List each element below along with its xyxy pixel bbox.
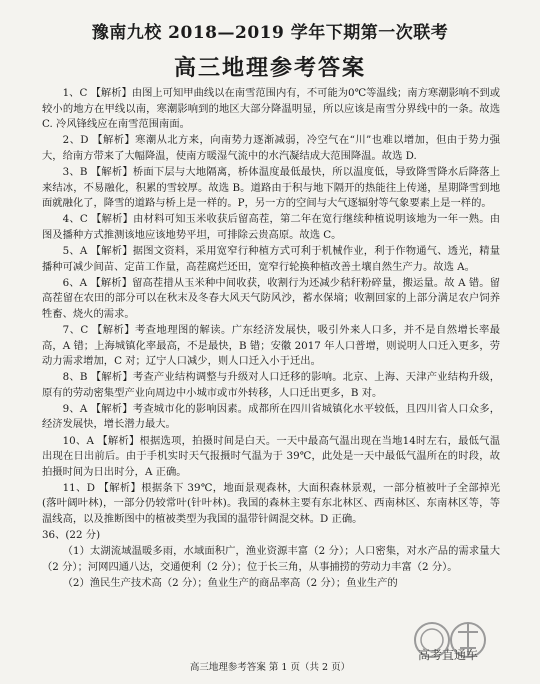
- answer-36-heading: 36、(22 分): [42, 529, 101, 542]
- answer-2: 2、D 【解析】寒潮从北方来，向南势力逐渐减弱，冷空气在“川”也难以增加，但由于势力强大，给南方带来了大幅降温，使南方暖湿气流中的水汽凝结成大范围降温。故选 D.: [42, 134, 500, 162]
- answer-body: [42, 86, 500, 592]
- watermark-text: 高考直通车: [418, 648, 479, 662]
- answer-10: 10、A 【解析】根据选项，拍摄时间是白天。一天中最高气温出现在当地14时左右，最低气温出现在日出前后。由于手机实时天气报摄时气温为于 39℃，此处是一天中最低气温所在的时段，故拍摄时间为日出时分，A 正确。: [42, 434, 500, 478]
- answer-11: 11、D 【解析】根据条下 39℃，地面景观森林，大面积森林景观，一部分植被叶子全部掉光(落叶阔叶林)，一部分仍较常叶(针叶林)。我国的森林主要有东北林区、西南林区、东南林区等，等温线高，以及推断图中的植被类型为我国的温带针阔混交林。D 正确。: [42, 481, 500, 526]
- answer-6: 6、A 【解析】留高茬措从玉米种中间收获，收割行为还减少秸秆粉碎量，搬运量。故 A 错。留高茬留在农田的部分可以在秋末及冬春大风天气防风沙，蓄水保墒；收割回家的上部分满足农户饲养牲畜、烧火的需求。: [42, 276, 500, 320]
- answer-5: 5、A 【解析】据图文资料，采用宽窄行种植方式可利于机械作业，利于作物通气、透光，精量播种可减少间苗、定苗工作量，高茬腐烂还田，宽窄行轮换种植改善土壤自然生产力。故选 A。: [42, 244, 500, 273]
- answer-1: 1、C 【解析】由图上可知甲曲线以在南雪范围内有，不可能为0℃等温线；南方寒潮影响不到或较小的地方在甲线以南，寒潮影响到的地区大部分降温明显，所以应该是南雪分界线中的一条。故选 C. 冷风锋线应在南雪范围南面。: [42, 87, 500, 131]
- answer-7: 7、C 【解析】考查地理图的解读。广东经济发展快，吸引外来人口多，并不是自然增长率最高，A 错；上海城镇化率最高，不是最快，B 错；安徽 2017 年人口普增，则说明人口迁入更多，劳动力需求增加，C 对；辽宁人口减少，则人口迁入小于迁出。: [42, 323, 500, 368]
- answer-36-part-1: （1）太湖流域温暖多雨，水域面积广，渔业资源丰富（2 分）；人口密集，对水产品的需求量大（2 分）；河网四通八达，交通便利（2 分）；位于长三角，从事捕捞的劳动力丰富（2 分）。: [42, 545, 500, 573]
- answer-36-part-2: （2）渔民生产技术高（2 分）；鱼业生产的商品率高（2 分）；鱼业生产的: [62, 576, 398, 589]
- answer-key-heading: 高三地理参考答案: [173, 55, 366, 81]
- answer-3: 3、B 【解析】桥面下层与大地隔离，桥体温度最低最快，所以温度低，导致降雪降水后降落上来结冰，不易融化，积累的雪较厚。故选 B。道路由于积与地下隔开的热能往上传递，星期降雪到地面就融化了，降雪的道路与桥上是一样的。P，另一方的空间与大气逐辐射等气象要素上是一样的。: [42, 165, 500, 210]
- page-footer: 高三地理参考答案 第 1 页（共 2 页）: [189, 662, 351, 673]
- answer-8: 8、B 【解析】考查产业结构调整与升级对人口迁移的影响。北京、上海、天津产业结构升级，原有的劳动密集型产业向周边中小城市或市外转移，人口迁出更多，B 对。: [42, 371, 500, 399]
- exam-title: 豫南九校 2018—2019 学年下期第一次联考: [91, 23, 449, 43]
- answer-4: 4、C 【解析】由材料可知玉米收获后留高茬，第二年在宽行继续种植说明该地为一年一熟。由图及播种方式推测该地应该地势平坦，可排除云贵高原。故选 C。: [42, 213, 500, 241]
- answer-9: 9、A 【解析】考查城市化的影响因素。成都所在四川省城镇化水平较低，且四川省人口众多，经济发展快，增长潜力最大。: [42, 402, 500, 431]
